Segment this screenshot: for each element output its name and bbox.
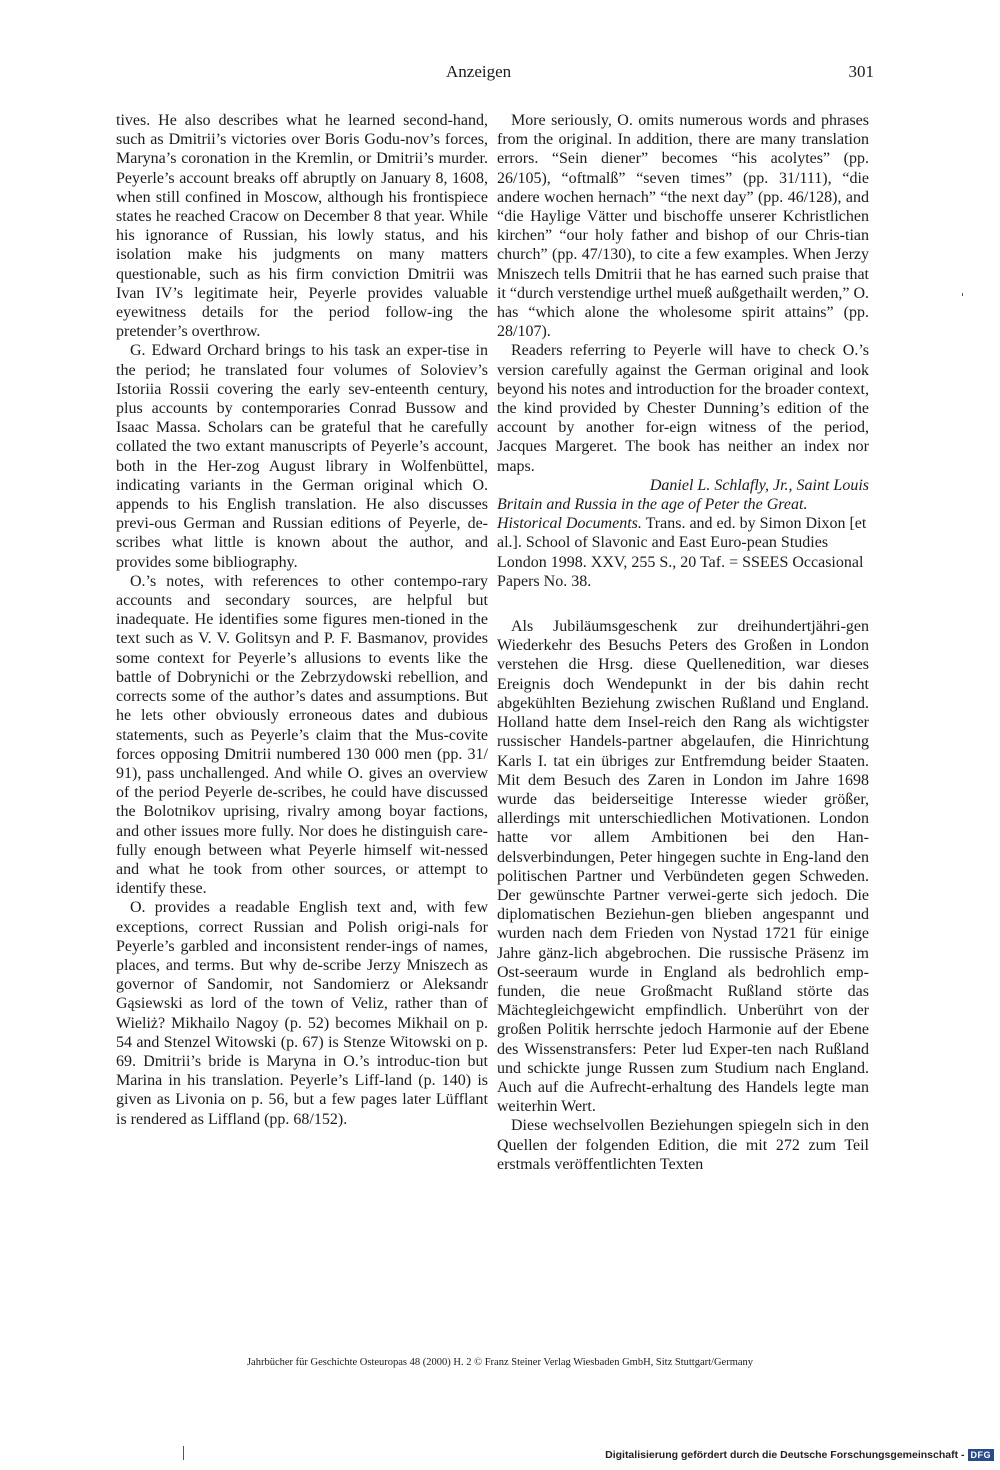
digitization-note: Digitalisierung gefördert durch die Deutsche Forschungsgemeinschaft -	[605, 1449, 965, 1461]
section-gap	[497, 591, 869, 617]
body-paragraph: O. provides a readable English text and, with few exceptions, correct Russian and Polish origi-nals for Peyerle’s garbled and inconsistent render-ings of names, places, and terms. But why de-scribe Jerzy Mniszech as governor of Sandomir, not Sandomierz or Aleksandr Gąsiewski as lord of the town of Veliz, rather than of Wieliż? Mikhailo Nagoy (p. 52) becomes Mikhail on p. 54 and Stenzel Witowski (p. 67) is Stenze Witowski on p. 69. Dmitrii’s bride is Maryna in O.’s introduc-tion but Marina in his translation. Peyerle’s Liff-land (p. 140) is given as Livonia on p. 56, but a few pages later Lüfflant is rendered as Liffland (pp. 68/152).	[116, 899, 488, 1128]
journal-footer: Jahrbücher für Geschichte Osteuropas 48 (2000) H. 2 © Franz Steiner Verlag Wiesbaden GmbH, Sitz Stuttgart/Germany	[246, 1357, 754, 1368]
scan-mark	[962, 293, 963, 296]
body-paragraph: More seriously, O. omits numerous words and phrases from the original. In addition, there are many translation errors. “Sein diener” becomes “his acolytes” (pp. 26/105), “oftmalß” “seven times” (pp. 31/111), “die andere wochen hernach” “the next day” (pp. 46/128), and “die Haylige Vätter und bischoffe unserer Kchristlichen kirchen” “our holy father and bishop of our Chris-tian church” (pp. 47/130), to cite a few examples. When Jerzy Mniszech tells Dmitrii that he has earned such praise that it “durch verstendige urthel mueß außgethailt werden,” O. has “which alone the wholesome spirit attains” (pp. 28/107).	[497, 112, 869, 341]
running-head	[0, 62, 1000, 86]
body-paragraph: Diese wechselvollen Beziehungen spiegeln sich in den Quellen der folgenden Edition, die mit 272 zum Teil erstmals veröffentlichten Texten	[497, 1117, 869, 1173]
scan-mark	[183, 1446, 184, 1460]
right-column	[497, 111, 869, 1174]
book-title-italic: Britain and Russia in the age of Peter the Great. Historical Documents.	[497, 496, 808, 533]
body-paragraph: Readers referring to Peyerle will have to check O.’s version carefully against the German original and look beyond his notes and introduction for the broader context, the kind provided by Chester Dunning’s edition of the account by another for-eign witness of the period, Jacques Margeret. The book has neither an index nor maps.	[497, 342, 869, 475]
digitization-footer	[605, 1449, 994, 1461]
book-title-details: Trans. and ed. by Simon Dixon [et al.]. School of Slavonic and East Euro-pean Studies London 1998. XXV, 255 S., 20 Taf. = SSEES Occasional Papers No. 38.	[497, 515, 867, 590]
body-paragraph: tives. He also describes what he learned second-hand, such as Dmitrii’s victories over Boris Godu-nov’s forces, Maryna’s coronation in the Kremlin, or Dmitrii’s murder. Peyerle’s account breaks off abruptly on January 8, 1608, when still confined in Moscow, although his frontispiece states he reached Cracow on December 8 that year. While his ignorance of Russian, his lowly status, and his isolation make his judgments on many matters questionable, such as his firm conviction Dmitrii was Ivan IV’s legitimate heir, Peyerle provides valuable eyewitness details for the period follow-ing the pretender’s overthrow.	[116, 112, 488, 341]
page-number: 301	[848, 62, 874, 81]
reviewed-book-title	[497, 495, 869, 591]
body-paragraph: G. Edward Orchard brings to his task an exper-tise in the period; he translated four volumes of Soloviev’s Istoriia Rossii covering the early sev-enteenth century, plus accounts by contemporaries Conrad Bussow and Isaac Massa. Scholars can be grateful that he carefully collated the two extant manuscripts of Peyerle’s account, both in the Her-zog August library in Wolfenbüttel, indicating variants in the German original which O. appends to his English translation. He also discusses previ-ous German and Russian editions of Peyerle, de-scribes what little is known about the author, and provides some bibliography.	[116, 342, 488, 571]
left-column	[116, 111, 488, 1129]
review-signature: Daniel L. Schlafly, Jr., Saint Louis	[649, 476, 869, 494]
dfg-logo-icon: DFG	[968, 1449, 995, 1461]
body-paragraph: Als Jubiläumsgeschenk zur dreihundertjähri-gen Wiederkehr des Besuchs Peters des Großen in London verstehen die Hrsg. diese Quellenedition, war dieses Ereignis doch Wendepunkt in der bis dahin recht abgekühlten Beziehung zwischen Rußland und England. Holland hatte dem Insel-reich den Rang als wichtigster russischer Handels-partner abgelaufen, die Hinrichtung Karls I. tat ein übriges zur Entfremdung beider Staaten. Mit dem Besuch des Zaren in London im Jahre 1698 wurde das beiderseitige Interesse wieder größer, allerdings mit unterschiedlichen Motivationen. London hatte vor allem Ambitionen bei den Han-delsverbindungen, Peter hingegen suchte in Eng-land den politischen Partner und Verbündeten gegen Schweden. Der gewünschte Partner verwei-gerte sich jedoch. Die diplomatischen Beziehun-gen blieben angespannt und wurden nach dem Frieden von Nystad 1721 für einige Jahre gänz-lich abgebrochen. Die russische Präsenz im Ost-seeraum wurde in England als bedrohlich emp-funden, die neue Großmacht Rußland störte das Mächtegleichgewicht empfindlich. Unberührt von der großen Politik herrschte jedoch Harmonie auf der Ebene des Wissenstransfers: Peter lud Exper-ten nach Rußland und schickte junge Russen zum Studium nach England. Auch auf die Aufrecht-erhaltung des Handels legte man weiterhin Wert.	[497, 618, 869, 1116]
running-head-title: Anzeigen	[446, 62, 512, 81]
body-paragraph: O.’s notes, with references to other contempo-rary accounts and secondary sources, are helpful but inadequate. He identifies some figures men-tioned in the text such as V. V. Golitsyn and P. F. Basmanov, provides some context for Peyerle’s allusions to events like the battle of Dobrynichi or the Zebrzydowski rebellion, and corrects some of the author’s dates and assumptions. But he lets other obviously erroneous dates and dubious statements, such as Peyerle’s claim that the Mus-covite forces opposing Dmitrii numbered 130 000 men (pp. 31/ 91), pass unchallenged. And while O. gives an overview of the period Peyerle de-scribes, he could have discussed the Bolotnikov uprising, rivalry among boyar factions, and other issues more fully. Nor does he distinguish care-fully enough between what Peyerle himself wit-nessed and what he took from other sources, or attempt to identify these.	[116, 572, 488, 898]
